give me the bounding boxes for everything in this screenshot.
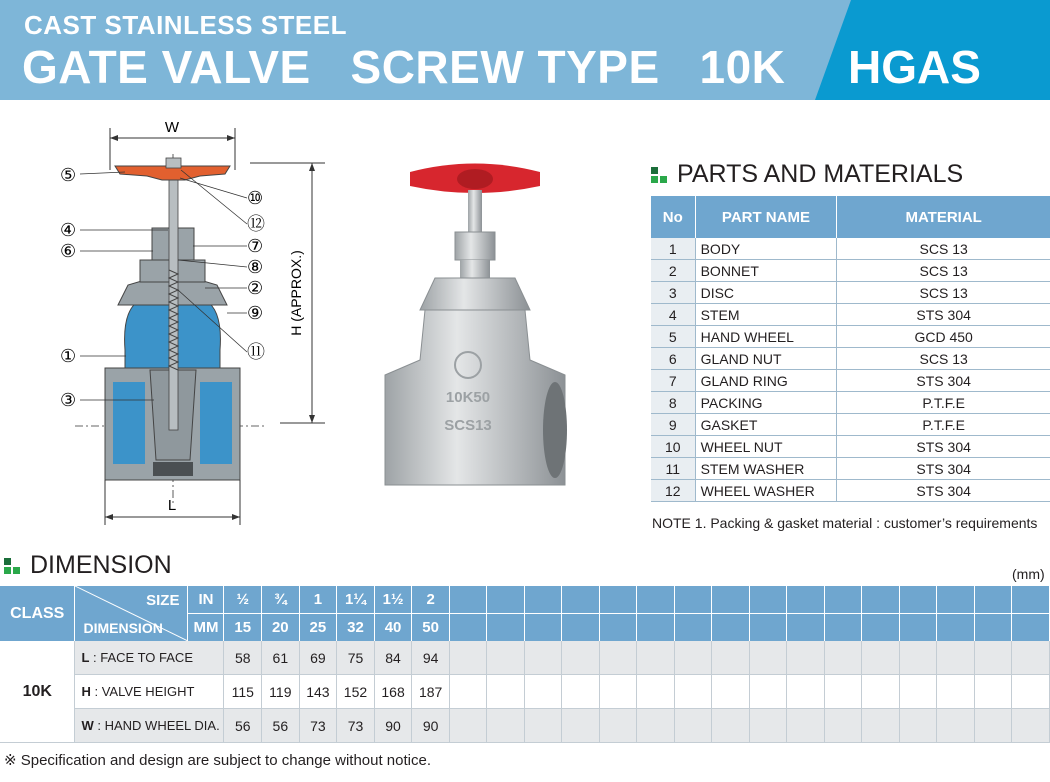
- empty-cell: [787, 709, 824, 743]
- parts-cell-name: GASKET: [695, 414, 837, 436]
- empty-cell: [749, 675, 786, 709]
- empty-cell: [637, 641, 674, 675]
- footnote: ※ Specification and design are subject to change without notice.: [4, 752, 432, 769]
- empty-cell: [712, 675, 749, 709]
- dimension-value: 56: [262, 709, 300, 743]
- empty-cell: [787, 641, 824, 675]
- size-mm-cell: 15: [224, 614, 262, 642]
- parts-cell-material: STS 304: [837, 458, 1050, 480]
- parts-cell-material: SCS 13: [837, 260, 1050, 282]
- callout-4: ④: [60, 220, 77, 241]
- callout-9: ⑨: [247, 303, 264, 324]
- parts-cell-material: P.T.F.E: [837, 392, 1050, 414]
- empty-header-cell: [487, 586, 524, 614]
- parts-cell-name: STEM WASHER: [695, 458, 837, 480]
- empty-header-cell: [824, 614, 861, 642]
- dimension-row-label: [75, 641, 224, 675]
- parts-cell-name: STEM: [695, 304, 837, 326]
- parts-row: [651, 260, 1050, 282]
- empty-header-cell: [749, 586, 786, 614]
- product-subtitle: CAST STAINLESS STEEL: [24, 10, 347, 40]
- empty-cell: [1012, 675, 1050, 709]
- parts-row: [651, 480, 1050, 502]
- empty-cell: [899, 709, 936, 743]
- dimension-value: 115: [224, 675, 262, 709]
- parts-row: [651, 414, 1050, 436]
- empty-header-cell: [599, 614, 636, 642]
- size-in-cell: ½: [224, 586, 262, 614]
- empty-cell: [824, 709, 861, 743]
- empty-header-cell: [487, 614, 524, 642]
- empty-header-cell: [674, 586, 711, 614]
- empty-header-cell: [599, 586, 636, 614]
- parts-cell-name: WHEEL WASHER: [695, 480, 837, 502]
- empty-cell: [712, 641, 749, 675]
- dimension-value: 168: [374, 675, 412, 709]
- empty-cell: [674, 675, 711, 709]
- parts-cell-name: WHEEL NUT: [695, 436, 837, 458]
- callout-6: ⑥: [60, 241, 77, 262]
- parts-cell-no: 8: [651, 392, 695, 414]
- empty-cell: [974, 709, 1011, 743]
- valve-product-photo: [380, 150, 580, 510]
- empty-header-cell: [974, 586, 1011, 614]
- empty-cell: [749, 641, 786, 675]
- dimension-table: [0, 586, 1050, 743]
- empty-cell: [524, 709, 561, 743]
- empty-cell: [937, 641, 974, 675]
- dimension-code: L: [81, 650, 90, 665]
- parts-cell-no: 10: [651, 436, 695, 458]
- parts-row: [651, 238, 1050, 260]
- empty-cell: [637, 709, 674, 743]
- dimension-label: DIMENSION: [83, 620, 163, 636]
- section-marker-icon: [4, 558, 20, 574]
- empty-cell: [449, 675, 486, 709]
- col-material: MATERIAL: [837, 196, 1050, 238]
- callout-8: ⑧: [247, 257, 264, 278]
- cast-mark-size: 10K50: [445, 389, 491, 406]
- size-in-cell: 1: [299, 586, 337, 614]
- empty-cell: [449, 709, 486, 743]
- dimension-row: [0, 709, 1050, 743]
- dimension-value: 69: [299, 641, 337, 675]
- parts-row: [651, 392, 1050, 414]
- empty-cell: [562, 641, 599, 675]
- empty-header-cell: [862, 614, 899, 642]
- empty-cell: [749, 709, 786, 743]
- parts-heading: [651, 160, 963, 189]
- parts-cell-name: HAND WHEEL: [695, 326, 837, 348]
- empty-cell: [487, 675, 524, 709]
- parts-row: [651, 348, 1050, 370]
- callout-11: ⑪: [247, 342, 265, 363]
- parts-cell-name: BONNET: [695, 260, 837, 282]
- size-mm-cell: 32: [337, 614, 375, 642]
- dimension-value: 73: [299, 709, 337, 743]
- col-part-name: PART NAME: [695, 196, 837, 238]
- empty-header-cell: [787, 614, 824, 642]
- parts-note: NOTE 1. Packing & gasket material : customer’s requirements: [652, 515, 1038, 531]
- dimension-value: 73: [337, 709, 375, 743]
- dimension-value: 90: [374, 709, 412, 743]
- product-code: HGAS: [848, 41, 981, 93]
- parts-row: [651, 304, 1050, 326]
- empty-header-cell: [787, 586, 824, 614]
- parts-cell-material: SCS 13: [837, 238, 1050, 260]
- parts-cell-no: 9: [651, 414, 695, 436]
- empty-cell: [974, 641, 1011, 675]
- size-mm-cell: 50: [412, 614, 450, 642]
- empty-cell: [599, 709, 636, 743]
- empty-cell: [674, 641, 711, 675]
- empty-header-cell: [712, 586, 749, 614]
- empty-cell: [862, 641, 899, 675]
- empty-header-cell: [562, 614, 599, 642]
- empty-header-cell: [449, 586, 486, 614]
- callout-10: ⑩: [247, 188, 264, 209]
- dim-w-label: W: [164, 119, 180, 136]
- dimension-code: H: [81, 684, 91, 699]
- valve-section-drawing: [50, 110, 350, 530]
- empty-cell: [862, 675, 899, 709]
- empty-cell: [1012, 641, 1050, 675]
- dimension-value: 90: [412, 709, 450, 743]
- size-dimension-header: [75, 586, 188, 641]
- dim-h-label: H (APPROX.): [288, 250, 304, 336]
- dimension-header-row-in: [0, 586, 1050, 614]
- dimension-value: 61: [262, 641, 300, 675]
- parts-cell-no: 3: [651, 282, 695, 304]
- cast-mark-material: SCS13: [444, 417, 492, 434]
- dimension-code: W: [81, 718, 94, 733]
- empty-cell: [824, 641, 861, 675]
- parts-cell-material: SCS 13: [837, 348, 1050, 370]
- parts-cell-material: STS 304: [837, 370, 1050, 392]
- dimension-name: : VALVE HEIGHT: [90, 684, 195, 699]
- parts-row: [651, 282, 1050, 304]
- col-no: No: [651, 196, 695, 238]
- size-in-cell: 1½: [374, 586, 412, 614]
- parts-cell-material: STS 304: [837, 304, 1050, 326]
- empty-header-cell: [899, 614, 936, 642]
- empty-cell: [862, 709, 899, 743]
- empty-cell: [1012, 709, 1050, 743]
- class-header: CLASS: [0, 586, 75, 641]
- parts-heading-text: PARTS AND MATERIALS: [677, 160, 964, 188]
- empty-cell: [899, 675, 936, 709]
- parts-cell-material: SCS 13: [837, 282, 1050, 304]
- empty-header-cell: [712, 614, 749, 642]
- callout-12: ⑫: [247, 214, 265, 235]
- parts-cell-no: 12: [651, 480, 695, 502]
- size-in-cell: 2: [412, 586, 450, 614]
- callout-2: ②: [247, 278, 264, 299]
- dim-l-label: L: [167, 497, 177, 514]
- parts-cell-material: STS 304: [837, 480, 1050, 502]
- empty-cell: [712, 709, 749, 743]
- empty-header-cell: [824, 586, 861, 614]
- size-label: SIZE: [146, 592, 180, 609]
- empty-cell: [562, 675, 599, 709]
- parts-cell-name: GLAND RING: [695, 370, 837, 392]
- empty-cell: [599, 675, 636, 709]
- dimension-value: 58: [224, 641, 262, 675]
- callout-1: ①: [60, 346, 77, 367]
- parts-cell-name: PACKING: [695, 392, 837, 414]
- empty-header-cell: [1012, 586, 1050, 614]
- in-label: IN: [188, 586, 224, 614]
- class-value: 10K: [0, 641, 75, 743]
- dimension-heading: [4, 551, 172, 580]
- empty-cell: [974, 675, 1011, 709]
- empty-header-cell: [862, 586, 899, 614]
- dimension-row: [0, 675, 1050, 709]
- empty-header-cell: [637, 586, 674, 614]
- empty-header-cell: [974, 614, 1011, 642]
- parts-cell-name: BODY: [695, 238, 837, 260]
- empty-cell: [562, 709, 599, 743]
- size-mm-cell: 40: [374, 614, 412, 642]
- size-mm-cell: 25: [299, 614, 337, 642]
- empty-cell: [824, 675, 861, 709]
- parts-cell-no: 1: [651, 238, 695, 260]
- callout-7: ⑦: [247, 236, 264, 257]
- empty-header-cell: [562, 586, 599, 614]
- mm-label: MM: [188, 614, 224, 642]
- parts-table: [651, 196, 1050, 502]
- header-banner: [0, 0, 1050, 100]
- callout-5: ⑤: [60, 165, 77, 186]
- dimension-row-label: [75, 675, 224, 709]
- empty-cell: [937, 709, 974, 743]
- parts-cell-no: 6: [651, 348, 695, 370]
- dimension-name: : FACE TO FACE: [89, 650, 193, 665]
- empty-header-cell: [749, 614, 786, 642]
- size-in-cell: 1¼: [337, 586, 375, 614]
- dimension-name: : HAND WHEEL DIA.: [93, 718, 220, 733]
- parts-cell-no: 11: [651, 458, 695, 480]
- empty-header-cell: [674, 614, 711, 642]
- empty-cell: [637, 675, 674, 709]
- empty-header-cell: [449, 614, 486, 642]
- dimension-value: 152: [337, 675, 375, 709]
- empty-header-cell: [1012, 614, 1050, 642]
- dimension-row-label: [75, 709, 224, 743]
- size-mm-cell: 20: [262, 614, 300, 642]
- product-title: GATE VALVE SCREW TYPE 10K: [22, 41, 786, 93]
- section-marker-icon: [651, 167, 667, 183]
- parts-cell-material: STS 304: [837, 436, 1050, 458]
- dimension-value: 84: [374, 641, 412, 675]
- parts-row: [651, 370, 1050, 392]
- dimension-row: [0, 641, 1050, 675]
- parts-cell-name: DISC: [695, 282, 837, 304]
- parts-cell-material: P.T.F.E: [837, 414, 1050, 436]
- empty-cell: [899, 641, 936, 675]
- empty-header-cell: [899, 586, 936, 614]
- dimension-value: 143: [299, 675, 337, 709]
- dimension-value: 75: [337, 641, 375, 675]
- empty-cell: [599, 641, 636, 675]
- empty-header-cell: [637, 614, 674, 642]
- empty-cell: [449, 641, 486, 675]
- empty-cell: [787, 675, 824, 709]
- dimension-value: 56: [224, 709, 262, 743]
- empty-cell: [674, 709, 711, 743]
- parts-row: [651, 326, 1050, 348]
- parts-row: [651, 458, 1050, 480]
- empty-header-cell: [937, 586, 974, 614]
- parts-row: [651, 436, 1050, 458]
- dimension-value: 94: [412, 641, 450, 675]
- empty-header-cell: [524, 614, 561, 642]
- parts-cell-name: GLAND NUT: [695, 348, 837, 370]
- parts-cell-material: GCD 450: [837, 326, 1050, 348]
- empty-cell: [524, 641, 561, 675]
- callout-3: ③: [60, 390, 77, 411]
- dimension-value: 187: [412, 675, 450, 709]
- parts-cell-no: 5: [651, 326, 695, 348]
- empty-header-cell: [524, 586, 561, 614]
- unit-label: (mm): [1012, 566, 1045, 582]
- parts-cell-no: 7: [651, 370, 695, 392]
- parts-cell-no: 4: [651, 304, 695, 326]
- empty-cell: [937, 675, 974, 709]
- parts-cell-no: 2: [651, 260, 695, 282]
- empty-cell: [487, 641, 524, 675]
- empty-header-cell: [937, 614, 974, 642]
- size-in-cell: ¾: [262, 586, 300, 614]
- dimension-value: 119: [262, 675, 300, 709]
- dimension-heading-text: DIMENSION: [30, 551, 172, 579]
- empty-cell: [524, 675, 561, 709]
- empty-cell: [487, 709, 524, 743]
